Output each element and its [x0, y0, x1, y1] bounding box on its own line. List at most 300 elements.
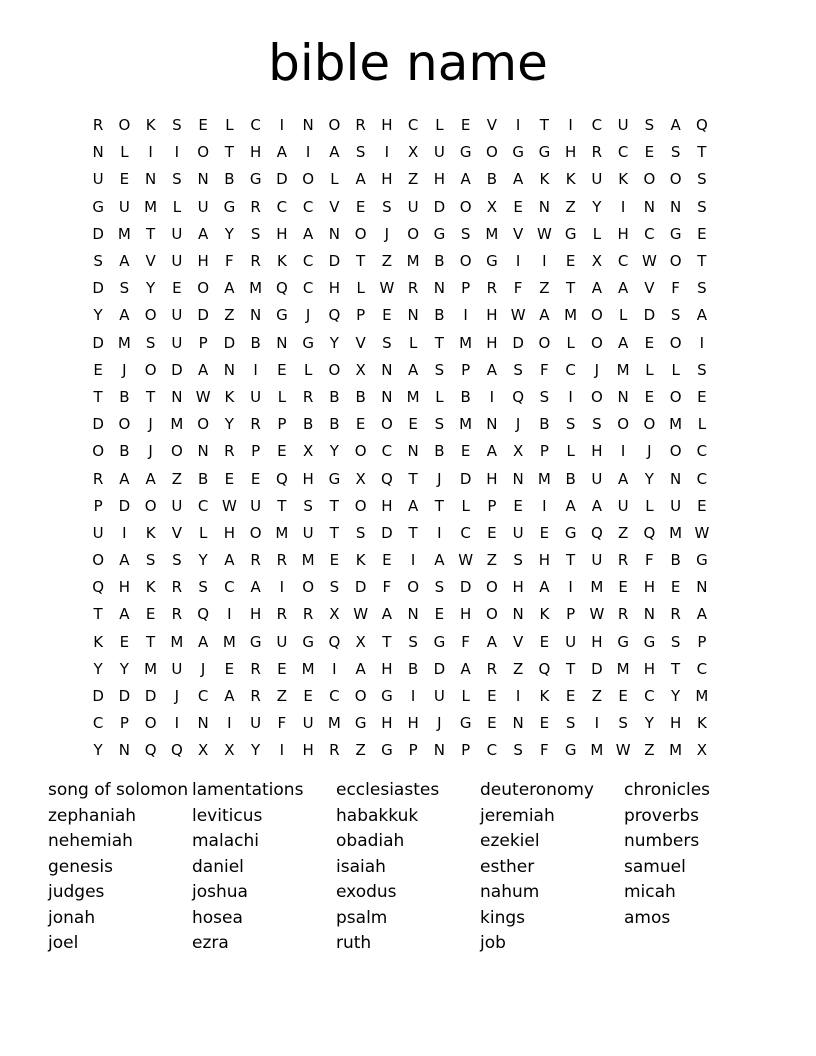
grid-letter: K [145, 523, 156, 542]
grid-letter: J [437, 469, 442, 488]
grid-letter: A [591, 496, 602, 515]
word-column [48, 778, 192, 957]
grid-letter: C [302, 252, 314, 271]
grid-letter: E [697, 387, 707, 406]
grid-letter: M [275, 523, 289, 542]
grid-letter: C [302, 279, 314, 298]
grid-letter: T [93, 605, 103, 624]
grid-letter: S [329, 578, 340, 597]
grid-letter: N [643, 197, 655, 216]
grid-letter: M [406, 387, 420, 406]
grid-letter: U [512, 523, 524, 542]
grid-letter: H [669, 714, 682, 733]
grid-letter: X [355, 632, 366, 651]
grid-letter: E [460, 442, 471, 461]
grid-letter: T [697, 252, 707, 271]
grid-letter: I [410, 687, 416, 706]
grid-letter: K [539, 687, 550, 706]
grid-letter: S [434, 415, 445, 434]
grid-letter: Y [224, 415, 234, 434]
grid-letter: K [145, 116, 156, 135]
grid-letter: C [486, 741, 498, 760]
grid-letter: R [302, 605, 314, 624]
grid-letter: C [617, 143, 629, 162]
grid-letter: Z [644, 741, 655, 760]
grid-letter: S [539, 387, 550, 406]
grid-letter: X [486, 197, 498, 216]
grid-letter: U [92, 523, 104, 542]
grid-letter: A [145, 469, 156, 488]
grid-letter: I [568, 116, 573, 135]
grid-letter: R [171, 578, 183, 597]
grid-letter: M [170, 415, 184, 434]
grid-letter: B [250, 333, 261, 352]
grid-letter: G [354, 714, 367, 733]
grid-letter: H [459, 605, 472, 624]
grid-row [85, 384, 735, 411]
grid-letter: S [355, 523, 366, 542]
grid-letter: P [251, 442, 261, 461]
grid-letter: F [671, 279, 680, 298]
grid-letter: A [381, 605, 392, 624]
grid-letter: Y [146, 279, 156, 298]
grid-letter: I [594, 714, 600, 733]
grid-letter: O [197, 143, 210, 162]
grid-letter: U [171, 659, 183, 678]
word-list-item: chronicles [624, 780, 711, 800]
grid-letter: U [407, 197, 419, 216]
grid-letter: G [302, 632, 314, 651]
grid-letter: O [92, 551, 105, 570]
word-list-item: isaiah [336, 856, 386, 877]
grid-row [85, 656, 735, 683]
grid-letter: L [592, 224, 602, 243]
grid-letter: E [250, 469, 261, 488]
grid-letter: N [643, 605, 655, 624]
grid-letter: R [92, 469, 104, 488]
grid-letter: W [694, 523, 710, 542]
grid-letter: J [437, 714, 442, 733]
grid-letter: P [697, 632, 707, 651]
grid-letter: H [302, 741, 314, 760]
grid-letter: E [539, 523, 550, 542]
grid-letter: Y [644, 469, 654, 488]
grid-row [85, 248, 735, 275]
grid-letter: N [512, 714, 524, 733]
word-list-item: obadiah [336, 831, 405, 851]
grid-letter: M [117, 224, 131, 243]
grid-letter: R [250, 197, 261, 216]
grid-row [85, 411, 735, 438]
grid-letter: C [617, 252, 629, 271]
grid-letter: H [302, 469, 314, 488]
grid-letter: M [616, 360, 630, 379]
grid-letter: W [379, 279, 395, 298]
grid-letter: J [122, 360, 127, 379]
grid-letter: N [617, 387, 629, 406]
grid-letter: T [566, 279, 576, 298]
grid-letter: F [540, 360, 549, 379]
grid-letter: W [510, 306, 526, 325]
grid-letter: U [171, 224, 183, 243]
grid-letter: E [172, 279, 182, 298]
grid-letter: P [461, 360, 471, 379]
grid-letter: A [486, 632, 497, 651]
grid-letter: A [119, 306, 130, 325]
grid-letter: Q [144, 741, 157, 760]
grid-letter: R [276, 605, 288, 624]
grid-letter: L [697, 415, 707, 434]
grid-letter: I [463, 306, 468, 325]
word-list-item: exodus [336, 882, 397, 902]
grid-letter: X [512, 442, 524, 461]
word-list-item: joel [48, 933, 79, 953]
grid-letter: P [119, 714, 129, 733]
grid-letter: G [696, 551, 708, 570]
grid-letter: Z [224, 306, 235, 325]
grid-letter: I [122, 523, 127, 542]
grid-letter: B [434, 442, 445, 461]
grid-letter: L [356, 279, 365, 298]
grid-letter: O [407, 224, 420, 243]
grid-letter: H [381, 659, 393, 678]
grid-letter: A [276, 143, 287, 162]
grid-letter: I [515, 116, 521, 135]
grid-letter: O [249, 523, 262, 542]
word-list-item: esther [480, 856, 535, 877]
grid-letter: H [381, 116, 393, 135]
grid-letter: N [407, 306, 419, 325]
grid-letter: L [671, 360, 680, 379]
grid-letter: E [355, 415, 366, 434]
grid-letter: S [93, 252, 103, 271]
grid-letter: K [565, 170, 576, 189]
grid-letter: Y [329, 333, 339, 352]
grid-letter: A [197, 632, 209, 651]
grid-letter: L [566, 442, 575, 461]
grid-letter: L [435, 387, 444, 406]
word-list-item: judges [48, 882, 105, 902]
grid-letter: B [434, 252, 445, 271]
grid-letter: O [118, 415, 131, 434]
grid-letter: S [303, 496, 313, 515]
grid-letter: Y [224, 224, 234, 243]
grid-letter: H [328, 279, 341, 298]
grid-letter: S [513, 741, 523, 760]
grid-letter: E [382, 306, 392, 325]
grid-letter: Q [538, 659, 551, 678]
word-list-item: ruth [336, 933, 372, 953]
grid-letter: A [355, 659, 366, 678]
grid-letter: X [224, 741, 235, 760]
grid-letter: N [197, 170, 209, 189]
grid-letter: G [669, 224, 682, 243]
grid-letter: K [539, 170, 550, 189]
grid-letter: A [224, 279, 235, 298]
grid-letter: I [279, 116, 285, 135]
grid-letter: V [644, 279, 655, 298]
grid-letter: L [645, 496, 654, 515]
grid-letter: B [329, 387, 340, 406]
grid-letter: R [92, 116, 104, 135]
grid-letter: I [148, 143, 153, 162]
grid-letter: P [277, 415, 287, 434]
grid-letter: M [301, 659, 315, 678]
grid-letter: J [174, 687, 180, 706]
grid-letter: M [590, 741, 604, 760]
grid-letter: U [92, 170, 104, 189]
grid-letter: S [145, 551, 156, 570]
grid-letter: M [459, 415, 473, 434]
grid-letter: S [355, 143, 366, 162]
grid-letter: O [669, 333, 682, 352]
grid-letter: H [538, 551, 551, 570]
grid-letter: J [594, 360, 600, 379]
grid-letter: M [301, 551, 315, 570]
grid-letter: T [382, 632, 392, 651]
grid-letter: G [564, 523, 577, 542]
grid-letter: A [434, 551, 445, 570]
grid-letter: L [461, 687, 470, 706]
grid-letter: H [381, 496, 393, 515]
grid-letter: V [355, 333, 366, 352]
grid-letter: P [408, 741, 418, 760]
grid-letter: R [670, 605, 681, 624]
grid-letter: C [224, 578, 235, 597]
grid-letter: T [408, 523, 418, 542]
grid-letter: M [249, 279, 263, 298]
grid-letter: E [565, 687, 576, 706]
grid-letter: Z [617, 523, 629, 542]
word-list-item: habakkuk [336, 805, 419, 826]
grid-letter: X [355, 469, 366, 488]
grid-letter: G [617, 632, 629, 651]
grid-letter: S [565, 714, 576, 733]
grid-letter: H [197, 252, 209, 271]
grid-row [85, 302, 735, 329]
grid-letter: U [171, 333, 183, 352]
grid-row [85, 547, 735, 574]
grid-letter: W [195, 387, 211, 406]
grid-letter: G [381, 741, 393, 760]
grid-letter: E [697, 496, 707, 515]
grid-letter: G [276, 306, 288, 325]
grid-letter: V [486, 116, 497, 135]
grid-letter: A [617, 333, 629, 352]
grid-letter: X [197, 741, 209, 760]
grid-letter: E [329, 551, 340, 570]
grid-letter: J [384, 224, 390, 243]
grid-letter: U [617, 116, 629, 135]
grid-letter: A [119, 551, 130, 570]
grid-letter: I [174, 143, 180, 162]
grid-letter: O [407, 578, 420, 597]
word-list-item: proverbs [624, 805, 699, 826]
grid-letter: E [303, 687, 313, 706]
grid-letter: O [485, 143, 498, 162]
grid-letter: J [200, 659, 206, 678]
word-list-item: numbers [624, 831, 700, 851]
grid-letter: U [250, 714, 262, 733]
grid-letter: U [171, 306, 183, 325]
grid-letter: F [540, 741, 549, 760]
grid-letter: A [407, 496, 419, 515]
grid-letter: I [305, 143, 311, 162]
word-list [48, 778, 788, 957]
grid-letter: I [542, 496, 547, 515]
grid-letter: X [696, 741, 708, 760]
grid-letter: I [699, 333, 705, 352]
grid-letter: T [566, 659, 576, 678]
word-list-item: amos [624, 907, 671, 928]
grid-letter: N [197, 442, 209, 461]
grid-letter: U [591, 170, 603, 189]
grid-letter: K [276, 252, 287, 271]
grid-letter: J [305, 306, 311, 325]
grid-letter: A [302, 224, 314, 243]
grid-letter: S [697, 360, 707, 379]
word-list-item: ezra [192, 933, 229, 953]
grid-letter: Q [695, 116, 708, 135]
grid-letter: E [224, 469, 235, 488]
grid-letter: C [250, 116, 261, 135]
grid-letter: S [172, 116, 182, 135]
grid-letter: M [669, 523, 683, 542]
grid-letter: O [538, 333, 551, 352]
word-list-item: micah [624, 882, 676, 902]
grid-letter: B [355, 387, 366, 406]
grid-letter: M [695, 687, 709, 706]
grid-letter: L [408, 333, 418, 352]
grid-letter: F [225, 252, 234, 271]
word-list-item: genesis [48, 856, 113, 877]
grid-letter: U [250, 496, 262, 515]
grid-letter: O [485, 605, 498, 624]
grid-letter: L [303, 360, 313, 379]
grid-letter: L [461, 496, 470, 515]
grid-letter: Y [93, 306, 103, 325]
grid-letter: G [381, 687, 393, 706]
word-list-item: kings [480, 907, 525, 928]
grid-letter: E [644, 387, 655, 406]
grid-letter: J [647, 442, 652, 461]
grid-letter: V [512, 632, 524, 651]
grid-letter: T [329, 496, 339, 515]
grid-letter: W [221, 496, 237, 515]
grid-letter: N [171, 387, 183, 406]
grid-letter: I [620, 197, 626, 216]
word-list-item: leviticus [192, 805, 263, 826]
grid-letter: O [197, 279, 210, 298]
grid-letter: P [461, 741, 471, 760]
grid-letter: O [118, 116, 131, 135]
grid-letter: R [302, 387, 314, 406]
grid-letter: F [513, 279, 523, 298]
grid-row [85, 438, 735, 465]
grid-letter: E [618, 578, 628, 597]
grid-letter: F [645, 551, 654, 570]
grid-letter: D [223, 333, 236, 352]
grid-letter: M [459, 333, 473, 352]
grid-letter: L [330, 170, 339, 189]
grid-letter: Q [92, 578, 105, 597]
grid-letter: O [144, 714, 157, 733]
word-list-item: malachi [192, 831, 259, 851]
grid-letter: A [696, 306, 707, 325]
grid-letter: H [276, 224, 288, 243]
grid-letter: L [120, 143, 129, 162]
grid-letter: Y [93, 659, 103, 678]
word-list-item: joshua [192, 882, 248, 902]
grid-letter: M [590, 578, 604, 597]
grid-letter: G [459, 714, 472, 733]
grid-letter: R [171, 605, 183, 624]
letter-grid [85, 112, 735, 765]
grid-letter: H [643, 659, 656, 678]
grid-letter: H [118, 578, 131, 597]
grid-letter: I [437, 523, 442, 542]
grid-letter: U [591, 469, 603, 488]
grid-letter: A [119, 605, 130, 624]
grid-letter: I [279, 578, 285, 597]
grid-letter: M [564, 306, 578, 325]
grid-letter: L [225, 116, 234, 135]
grid-letter: E [434, 605, 445, 624]
grid-letter: I [384, 143, 390, 162]
grid-letter: X [302, 442, 314, 461]
grid-letter: E [355, 197, 366, 216]
grid-letter: U [670, 496, 682, 515]
grid-letter: N [407, 605, 419, 624]
grid-letter: B [565, 469, 576, 488]
grid-letter: A [565, 496, 576, 515]
grid-letter: F [382, 578, 392, 597]
grid-letter: M [485, 224, 499, 243]
grid-letter: D [433, 197, 446, 216]
word-column [336, 778, 480, 957]
grid-letter: I [489, 387, 495, 406]
grid-letter: P [487, 496, 497, 515]
grid-letter: E [539, 632, 550, 651]
grid-row [85, 166, 735, 193]
grid-letter: A [591, 279, 602, 298]
grid-letter: S [592, 415, 602, 434]
grid-letter: P [539, 442, 549, 461]
grid-letter: C [381, 442, 393, 461]
grid-letter: N [145, 170, 157, 189]
grid-letter: D [591, 659, 603, 678]
grid-letter: I [568, 387, 573, 406]
grid-letter: G [643, 632, 656, 651]
grid-letter: S [172, 551, 182, 570]
grid-letter: O [669, 170, 682, 189]
word-list-item: jeremiah [480, 805, 555, 826]
grid-letter: E [460, 116, 471, 135]
grid-letter: A [119, 469, 130, 488]
grid-letter: M [170, 632, 184, 651]
grid-letter: A [512, 170, 524, 189]
grid-letter: E [644, 333, 655, 352]
grid-letter: T [566, 551, 576, 570]
grid-letter: O [590, 333, 603, 352]
grid-letter: R [355, 116, 366, 135]
grid-letter: D [459, 469, 472, 488]
grid-row [85, 330, 735, 357]
grid-letter: M [144, 197, 158, 216]
grid-letter: F [277, 714, 287, 733]
grid-letter: S [670, 632, 681, 651]
grid-letter: B [486, 170, 498, 189]
